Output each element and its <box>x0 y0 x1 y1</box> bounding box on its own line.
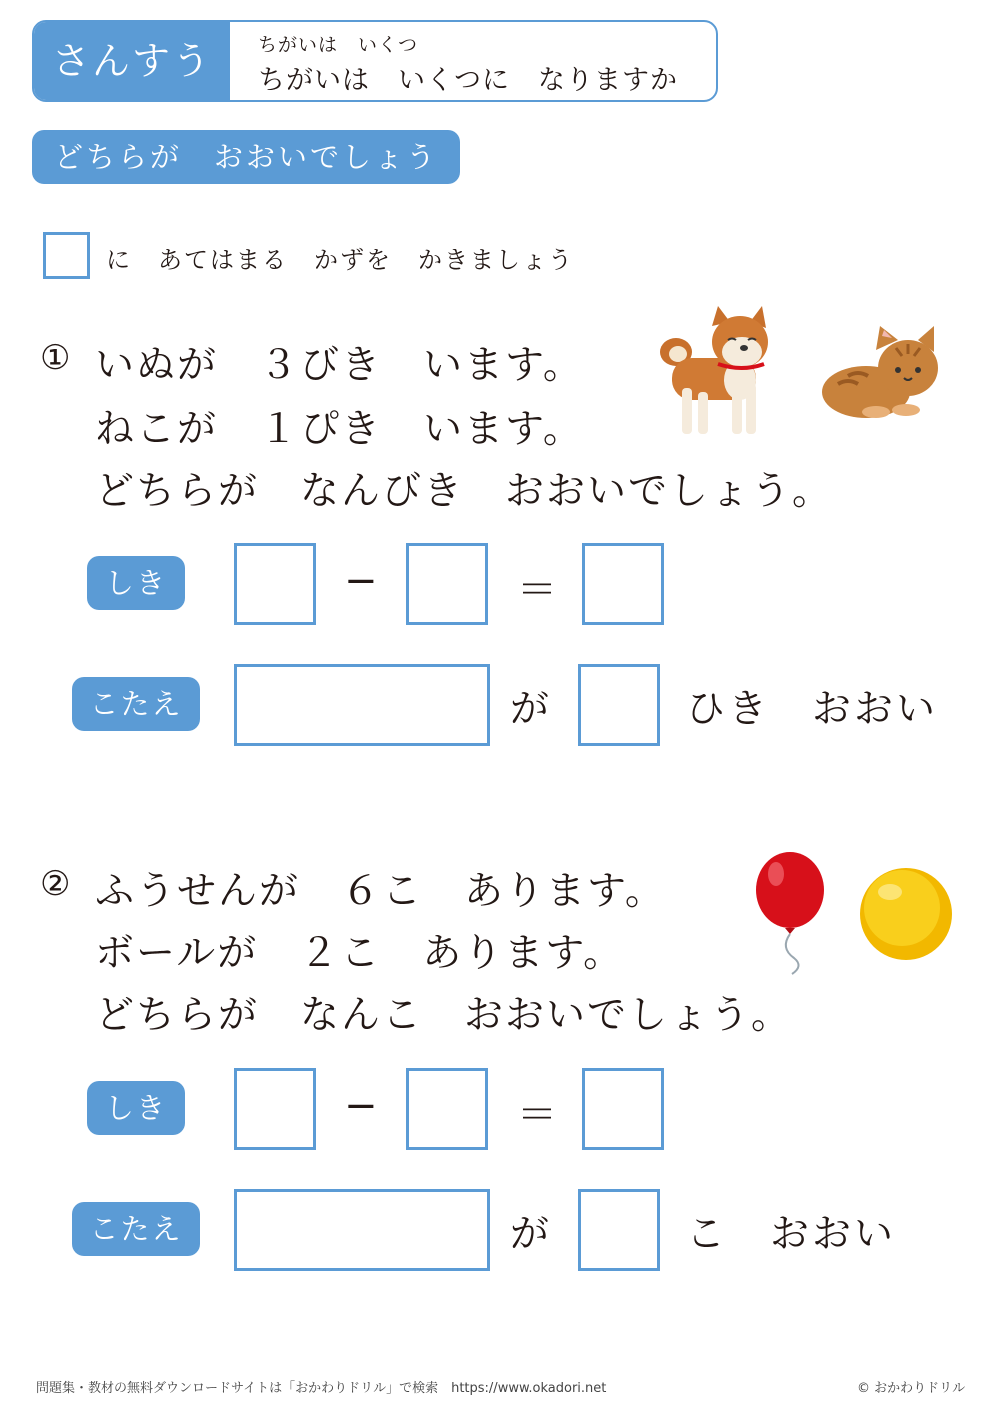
answer-name-box[interactable] <box>234 664 490 746</box>
ga-particle: が <box>510 1212 553 1257</box>
problem-line: どちらが なんこ おおいでしょう。 <box>95 993 793 1038</box>
ga-particle: が <box>510 687 553 732</box>
unit-title: ちがいは いくつに なりますか <box>258 65 678 96</box>
subject-label: さんすう <box>34 22 230 100</box>
problem-line: どちらが なんびき おおいでしょう。 <box>95 469 834 514</box>
minus-sign: − <box>344 1083 378 1129</box>
instruction-box-icon <box>43 232 90 279</box>
minus-sign: − <box>344 558 378 604</box>
problem-number: ② <box>40 864 71 904</box>
unit-ruby: ちがいは いくつ <box>258 34 419 56</box>
kotae-label: こたえ <box>72 1202 200 1256</box>
answer-suffix: ひき おおい <box>686 687 939 732</box>
answer-box[interactable] <box>582 1068 664 1150</box>
yellow-ball-icon <box>858 866 954 962</box>
shiki-label: しき <box>87 556 185 610</box>
red-balloon-icon <box>752 850 832 976</box>
answer-name-box[interactable] <box>234 1189 490 1271</box>
equals-sign: ＝ <box>517 1092 557 1138</box>
answer-box[interactable] <box>234 543 316 625</box>
shiki-label: しき <box>87 1081 185 1135</box>
worksheet-header <box>32 20 718 102</box>
answer-box[interactable] <box>578 664 660 746</box>
problem-line: ふうせんが ６こ あります。 <box>95 869 666 914</box>
topic-badge: どちらが おおいでしょう <box>32 130 460 184</box>
dog-icon <box>654 304 776 442</box>
footer-note: 問題集・教材の無料ダウンロードサイトは「おかわりドリル」で検索 https://www.okadori.net <box>36 1381 607 1396</box>
kotae-label: こたえ <box>72 677 200 731</box>
problem-line: ねこが １ぴき います。 <box>95 407 584 452</box>
answer-suffix: こ おおい <box>686 1212 897 1257</box>
equals-sign: ＝ <box>517 567 557 613</box>
problem-line: ボールが ２こ あります。 <box>95 931 625 976</box>
answer-box[interactable] <box>234 1068 316 1150</box>
cat-icon <box>818 324 940 420</box>
copyright: © おかわりドリル <box>857 1381 966 1396</box>
problem-line: いぬが ３びき います。 <box>95 343 584 388</box>
problem-number: ① <box>40 338 71 378</box>
answer-box[interactable] <box>406 1068 488 1150</box>
answer-box[interactable] <box>406 543 488 625</box>
instruction-text: に あてはまる かずを かきましょう <box>106 246 574 274</box>
answer-box[interactable] <box>582 543 664 625</box>
answer-box[interactable] <box>578 1189 660 1271</box>
